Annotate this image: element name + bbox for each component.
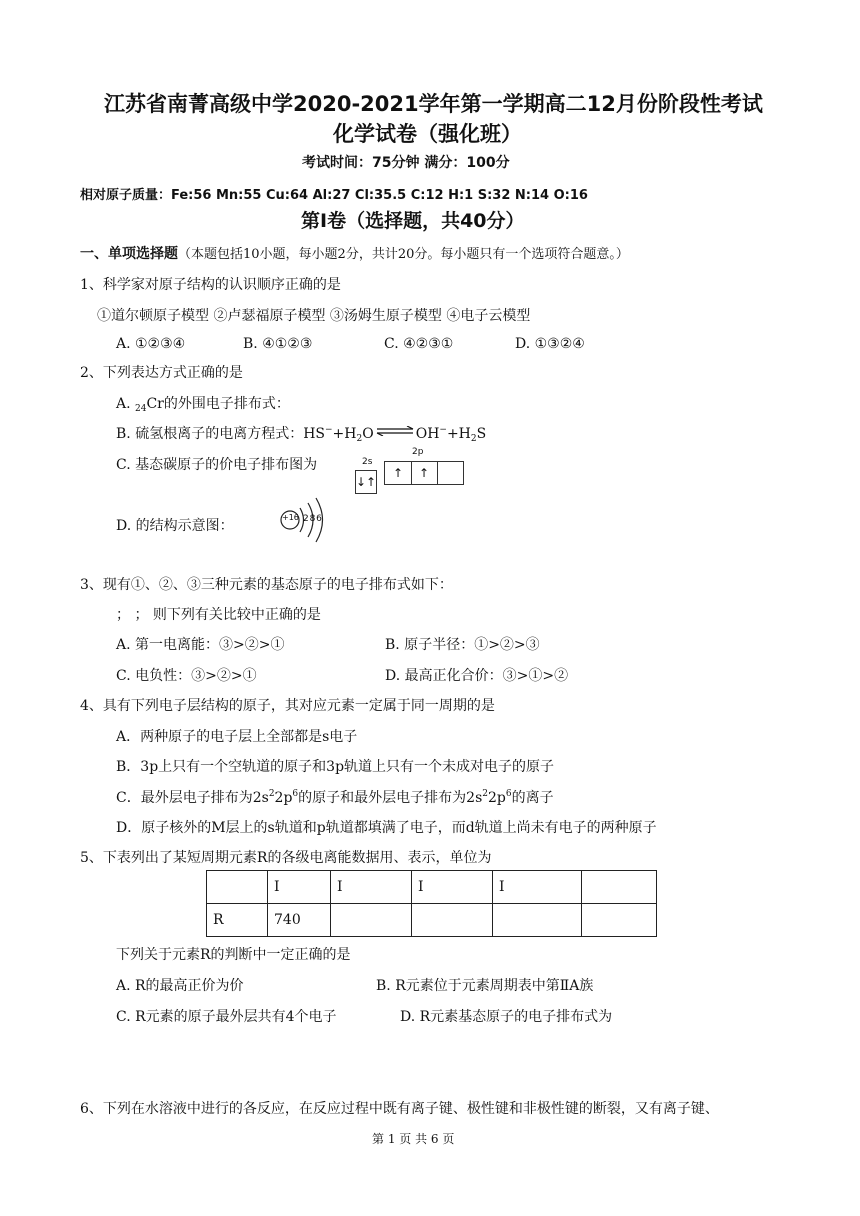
q2-b-h2s-b: S	[476, 426, 487, 442]
q2-stem: 2、下列表达方式正确的是	[80, 365, 243, 381]
q5-option-d: D. R元素基态原子的电子排布式为	[400, 1009, 613, 1025]
table-row	[207, 904, 657, 937]
q4-stem: 4、具有下列电子层结构的原子，其对应元素一定属于同一周期的是	[80, 698, 495, 714]
part1-heading: 一、单项选择题	[80, 246, 178, 262]
q6-stem: 6、下列在水溶液中进行的各反应，在反应过程中既有离子键、极性键和非极性键的断裂，又有离子键、	[80, 1101, 719, 1117]
q2-b-h2o-sub: 2	[356, 434, 363, 444]
q1-stem: 1、科学家对原子结构的认识顺序正确的是	[80, 277, 341, 293]
part1-instructions: （本题包括10小题，每小题2分，共计20分。每小题只有一个选项符合题意。）	[178, 247, 629, 262]
page-footer: 第 1 页 共 6 页	[372, 1132, 455, 1146]
table-cell	[493, 904, 582, 937]
atom-shell-electrons: 2 8 6	[303, 514, 321, 524]
q1-option-a: A. ①②③④	[116, 336, 186, 352]
q5-question: 下列关于元素R的判断中一定正确的是	[116, 947, 351, 963]
table-cell: I	[493, 871, 582, 904]
q4-c-a: C．最外层电子排布为2s	[116, 790, 269, 806]
orbital-2p-arrow-1: ↑	[392, 466, 404, 480]
q2-b-h2s-a: +H	[446, 426, 471, 442]
exam-title-line2: 化学试卷（强化班）	[333, 122, 522, 146]
q2-a-text: Cr的外围电子排布式：	[146, 396, 290, 412]
q4-option-d: D．原子核外的M层上的s轨道和p轨道都填满了电子，而d轨道上尚未有电子的两种原子	[116, 820, 657, 836]
q2-option-a	[116, 393, 290, 414]
q2-option-d: D. 的结构示意图：	[116, 518, 234, 534]
q3-option-d: D. 最高正化合价：③>①>②	[385, 668, 569, 684]
ionization-energy-table	[206, 870, 657, 937]
q4-option-c	[116, 787, 554, 807]
q2-option-b	[116, 423, 486, 444]
q4-c-d: 2p	[487, 790, 506, 806]
equilibrium-arrow-icon	[376, 426, 414, 436]
q4-c-s3: 2	[482, 789, 488, 799]
table-row	[207, 871, 657, 904]
orbital-2p-boxes	[384, 461, 464, 485]
q2-b-h2s-sub: 2	[470, 434, 477, 444]
table-cell: I	[268, 871, 331, 904]
q3-line2: ； ； 则下列有关比较中正确的是	[116, 607, 321, 623]
atom-nucleus-charge: +16	[282, 513, 299, 522]
q2-b-h2o-b: O	[362, 426, 374, 442]
q2-a-label: A.	[116, 396, 131, 412]
q2-b-oh: OH	[415, 426, 440, 442]
q5-option-a: A. R的最高正价为价	[116, 978, 244, 994]
atomic-masses: 相对原子质量：Fe:56 Mn:55 Cu:64 Al:27 Cl:35.5 C:12 H:1 S:32 N:14 O:16	[80, 188, 588, 203]
q1-option-d: D. ①③②④	[515, 336, 585, 352]
table-cell: R	[207, 904, 268, 937]
q4-c-b: 2p	[274, 790, 293, 806]
q2-a-sub: 24	[135, 404, 147, 414]
q5-option-c: C. R元素的原子最外层共有4个电子	[116, 1009, 337, 1025]
q4-option-b: B．3p上只有一个空轨道的原子和3p轨道上只有一个未成对电子的原子	[116, 759, 555, 775]
q2-b-text: B. 硫氢根离子的电离方程式：HS	[116, 426, 325, 442]
table-cell	[582, 904, 657, 937]
table-cell: I	[412, 871, 493, 904]
q2-b-sup2: −	[439, 425, 447, 435]
q3-option-c: C. 电负性：③>②>①	[116, 668, 257, 684]
q5-option-b: B. R元素位于元素周期表中第ⅡA族	[376, 978, 594, 994]
table-cell: I	[331, 871, 412, 904]
q4-option-a: A．两种原子的电子层上全部都是s电子	[116, 729, 358, 745]
q4-c-c: 的原子和最外层电子排布为2s	[298, 790, 483, 806]
q4-c-s2: 6	[292, 789, 299, 799]
q4-c-s4: 6	[505, 789, 512, 799]
section-title: 第Ⅰ卷（选择题，共40分）	[301, 210, 525, 232]
q4-c-e: 的离子	[511, 790, 554, 806]
q1-items: ①道尔顿原子模型 ②卢瑟福原子模型 ③汤姆生原子模型 ④电子云模型	[97, 308, 531, 324]
orbital-2s-arrows: ↓↑	[356, 475, 377, 489]
q4-c-s1: 2	[268, 789, 275, 799]
table-cell: 740	[268, 904, 331, 937]
table-cell	[582, 871, 657, 904]
part1-heading-line	[80, 243, 629, 263]
q2-b-h2o-a: +H	[332, 426, 357, 442]
q1-option-b: B. ④①②③	[243, 336, 313, 352]
table-cell	[331, 904, 412, 937]
exam-info: 考试时间：75分钟 满分：100分	[302, 155, 510, 171]
orbital-2p-label: 2p	[412, 447, 424, 457]
q5-stem: 5、下表列出了某短周期元素R的各级电离能数据用、表示，单位为	[80, 850, 492, 866]
table-cell	[207, 871, 268, 904]
q1-option-c: C. ④②③①	[384, 336, 454, 352]
exam-title-line1: 江苏省南菁高级中学2020-2021学年第一学期高二12月份阶段性考试	[104, 92, 763, 116]
orbital-2p-arrow-2: ↑	[418, 466, 430, 480]
orbital-2s-label: 2s	[362, 457, 373, 467]
table-cell	[412, 904, 493, 937]
q2-b-sup1: −	[325, 425, 333, 435]
orbital-2s-box	[355, 470, 377, 494]
q2-option-c: C. 基态碳原子的价电子排布图为	[116, 457, 318, 473]
q3-option-a: A. 第一电离能：③>②>①	[116, 637, 285, 653]
q3-stem: 3、现有①、②、③三种元素的基态原子的电子排布式如下：	[80, 577, 453, 593]
q3-option-b: B. 原子半径：①>②>③	[385, 637, 540, 653]
